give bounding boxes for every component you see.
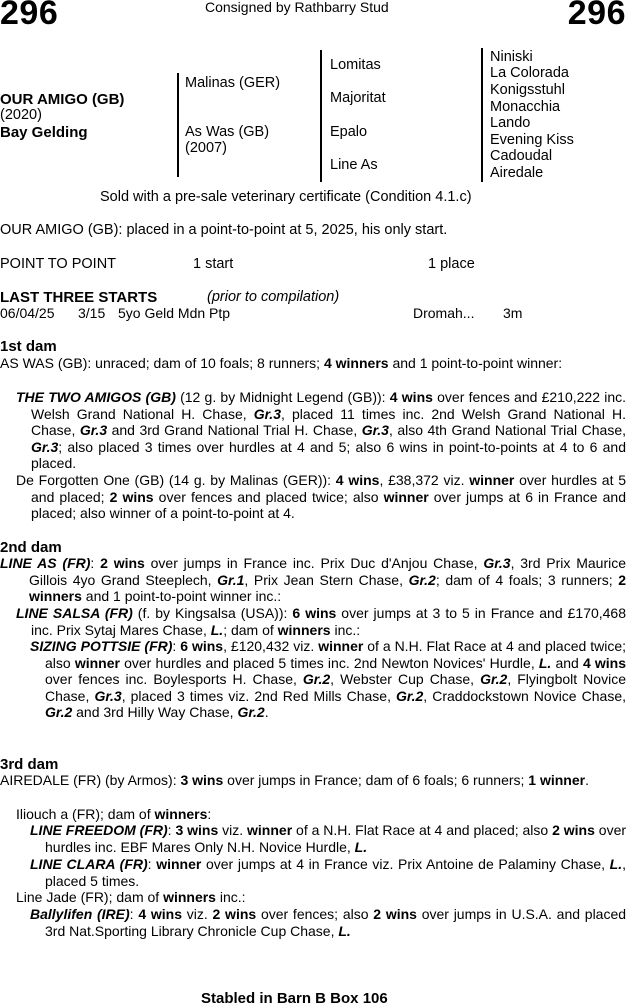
third-dam-produce-2: LINE FREEDOM (FR): 3 wins viz. winner of a N.H. Flat Race at 4 and placed; also 2 wins over hurdles inc. EBF Mares Only N.H. Novice Hurdle, L. (30, 822, 627, 855)
third-dam-heading: 3rd dam (0, 756, 59, 773)
start-position: 3/15 (78, 305, 106, 321)
great-grandparent: Airedale (490, 165, 544, 181)
pedigree-divider-2 (320, 50, 322, 182)
grandparent: Lomitas (330, 57, 381, 73)
great-grandparent: La Colorada (490, 65, 569, 81)
second-dam-text: LINE AS (FR): 2 wins over jumps in France inc. Prix Duc d'Anjou Chase, Gr.3, 3rd Prix Maurice Gillois 4yo Grand Steeplech, Gr.1, Prix Jean Stern Chase, Gr.2; dam of 4 foals; 3 runners; 2 winners and 1 point-to-point winner inc.: (0, 555, 627, 605)
great-grandparent: Lando (490, 115, 531, 131)
ptp-label: POINT TO POINT (0, 256, 117, 272)
first-dam-produce-2: De Forgotten One (GB) (14 g. by Malinas (GER)): 4 wins, £38,372 viz. winner over hurdles at 5 and placed; 2 wins over fences and placed twice; also winner over jumps at 6 in France and placed; also winner of a point-to-point at 4. (16, 472, 626, 522)
lot-number-left: 296 (0, 0, 59, 32)
second-dam-produce-2: SIZING POTTSIE (FR): 6 wins, £120,432 viz. winner of a N.H. Flat Race at 4 and placed twice; also winner over hurdles and placed 5 times inc. 2nd Newton Novices' Hurdle, L. and 4 wins over fences inc. Boylesports H. Chase, Gr.2, Webster Cup Chase, Gr.2, Flyingbolt Novice Chase, Gr.3, placed 3 times viz. 2nd Red Mills Chase, Gr.2, Craddockstown Novice Chase, Gr.2 and 3rd Hilly Way Chase, Gr.2. (30, 638, 627, 721)
grandparent: Line As (330, 157, 378, 173)
third-dam-produce-1: Iliouch a (FR); dam of winners: (16, 806, 212, 822)
last-starts-heading: LAST THREE STARTS (0, 289, 158, 306)
great-grandparent: Cadoudal (490, 148, 553, 164)
grandparent: Epalo (330, 124, 368, 140)
third-dam-produce-3: LINE CLARA (FR): winner over jumps at 4 in France viz. Prix Antoine de Palaminy Chase, L., placed 5 times. (30, 856, 626, 889)
sire: Malinas (GER) (185, 75, 281, 91)
dam-year: (2007) (185, 140, 227, 156)
ptp-places: 1 place (428, 256, 475, 272)
pedigree-divider-1 (177, 73, 179, 177)
last-starts-note: (prior to compilation) (207, 289, 340, 305)
vet-note: Sold with a pre-sale veterinary certificate (Condition 4.1.c) (100, 189, 472, 205)
great-grandparent: Evening Kiss (490, 132, 574, 148)
great-grandparent: Monacchia (490, 99, 561, 115)
first-dam-text: AS WAS (GB): unraced; dam of 10 foals; 8 runners; 4 winners and 1 point-to-point winner: (0, 355, 563, 371)
horse-name: OUR AMIGO (GB) (0, 91, 125, 108)
lot-number-right: 296 (567, 0, 626, 32)
third-dam-produce-5: Ballylifen (IRE): 4 wins viz. 2 wins over fences; also 2 wins over jumps in U.S.A. and placed 3rd Nat.Sporting Library Chronicle Cup Chase, L. (30, 906, 627, 939)
horse-description: Bay Gelding (0, 124, 88, 141)
consignor: Consigned by Rathbarry Stud (205, 0, 389, 15)
grandparent: Majoritat (330, 90, 386, 106)
start-distance: 3m (503, 305, 523, 321)
second-dam-heading: 2nd dam (0, 539, 62, 556)
second-dam-produce-1: LINE SALSA (FR) (f. by Kingsalsa (USA)): 6 wins over jumps at 3 to 5 in France and £170,468 inc. Prix Sytaj Mares Chase, L.; dam of winners inc.: (16, 605, 627, 638)
stabling-footer: Stabled in Barn B Box 106 (201, 990, 388, 1007)
horse-year: (2020) (0, 107, 42, 123)
start-date: 06/04/25 (0, 305, 55, 321)
start-course: Dromah... (413, 305, 475, 321)
dam: As Was (GB) (185, 124, 270, 140)
third-dam-text: AIREDALE (FR) (by Armos): 3 wins over jumps in France; dam of 6 foals; 6 runners; 1 winner. (0, 772, 589, 788)
pedigree-divider-3 (481, 48, 483, 182)
first-dam-produce-1: THE TWO AMIGOS (GB) (12 g. by Midnight Legend (GB)): 4 wins over fences and £210,222 inc. Welsh Grand National H. Chase, Gr.3, placed 11 times inc. 2nd Welsh Grand National H. Chase, Gr.3 and 3rd Grand National Trial H. Chase, Gr.3, also 4th Grand National Trial Chase, Gr.3; also placed 3 times over hurdles at 4 and 5; also 6 wins in point-to-points at 4 to 6 and placed. (16, 389, 627, 472)
great-grandparent: Niniski (490, 49, 533, 65)
ptp-starts: 1 start (193, 256, 234, 272)
great-grandparent: Konigsstuhl (490, 82, 565, 98)
start-race: 5yo Geld Mdn Ptp (118, 305, 231, 321)
first-dam-heading: 1st dam (0, 338, 57, 355)
race-summary: OUR AMIGO (GB): placed in a point-to-point at 5, 2025, his only start. (0, 222, 448, 238)
third-dam-produce-4: Line Jade (FR); dam of winners inc.: (16, 889, 246, 905)
